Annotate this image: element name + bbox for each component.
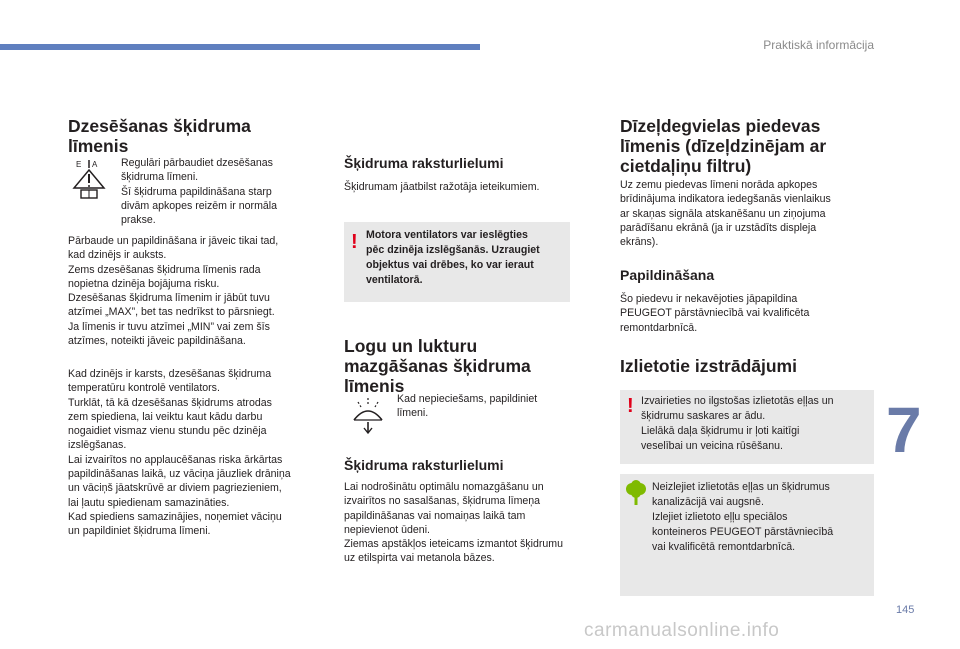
warning-icon: ! (351, 231, 358, 253)
coolant-title (68, 116, 308, 156)
coolant-level-icon (72, 158, 106, 200)
skin-contact-warning-text: Izvairieties no ilgstošas izlietotās eļļas un šķidrumu saskares ar ādu. Lielākā daļa šķidrumu ir ļoti kaitīgi veselībai un veicina rūsēšanu. (641, 395, 834, 452)
coolant-paragraph-2: Kad dzinējs ir karsts, dzesēšanas šķidruma temperatūru kontrolē ventilators. Turklāt, tā kā dzesēšanas šķidrums atrodas zem spiediena, lai veiktu kaut kādu darbu nogaidiet vismaz vienu stundu pēc dzinēja izslēgšanas. Lai izvairītos no applaucēšanas riska ārkārtas papildināšanas laikā, uz vāciņa jāuzliek drāniņa un vāciņš jāatskrūvē ar diviem pagriezieniem, lai ļautu spiedienam samazināties. Kad spiediens samazinājies, noņemiet vāciņu un papildiniet šķidruma līmeni. (68, 368, 291, 538)
washer-fluid-icon (350, 394, 386, 436)
diesel-additive-text: Uz zemu piedevas līmeni norāda apkopes brīdinājuma indikatora iedegšanās vienlaikus ar skaņas signāla atskanēšanu un ziņojuma parādīšanu ekrānā (ja ir uzstādīts displeja ekrāns). (620, 179, 831, 249)
svg-text:E: E (76, 160, 82, 169)
washer-icon-text: Kad nepieciešams, papildiniet līmeni. (397, 393, 538, 420)
washer-specs-text: Lai nodrošinātu optimālu nomazgāšanu un izvairītos no sasalšanas, šķidruma līmeņa papildināšanas vai nomaiņas laikā tam nepievienot ūdeni. Ziemas apstākļos ieteicams izmantot šķidrumu uz etilspirta vai metanola bāzes. (344, 481, 564, 565)
svg-text:A: A (92, 160, 98, 169)
used-products-heading: Izlietotie izstrādājumi (620, 356, 797, 376)
topping-up-text: Šo piedevu ir nekavējoties jāpapildina PEUGEOT pārstāvniecībā vai kvalificēta remontdarbnīcā. (620, 293, 810, 334)
chapter-number: 7 (886, 394, 922, 466)
top-accent-bar (0, 44, 480, 50)
coolant-specs-text: Šķidrumam jāatbilst ražotāja ieteikumiem. (344, 181, 540, 193)
section-label: Praktiskā informācija (763, 38, 874, 52)
washer-fluid-heading: Logu un lukturu mazgāšanas šķidruma līmenis (344, 336, 531, 396)
page-number: 145 (896, 604, 915, 616)
coolant-specs-heading: Šķidruma raksturlielumi (344, 155, 504, 171)
coolant-heading: Dzesēšanas šķidruma līmenis (68, 116, 251, 156)
warning-icon: ! (627, 395, 634, 417)
watermark: carmanualsonline.info (584, 620, 780, 641)
environment-text: Neizlejiet izlietotās eļļas un šķidrumus kanalizācijā vai augsnē. Izlejiet izlietoto eļļu speciālos konteineros PEUGEOT pārstāvniecībā vai kvalificētā remontdarbnīcā. (652, 481, 834, 553)
fan-warning-text: Motora ventilators var ieslēgties pēc dzinēja izslēgšanās. Uzraugiet objektus vai drēbes, ko var ieraut ventilatorā. (366, 229, 540, 286)
topping-up-heading: Papildināšana (620, 267, 715, 283)
diesel-additive-heading: Dīzeļdegvielas piedevas līmenis (dīzeļdzinējam ar cietdaļiņu filtru) (620, 116, 827, 176)
washer-specs-heading: Šķidruma raksturlielumi (344, 457, 504, 473)
coolant-paragraph-1: Pārbaude un papildināšana ir jāveic tikai tad, kad dzinējs ir auksts. Zems dzesēšanas šķidruma līmenis rada nopietna dzinēja bojājuma risku. Dzesēšanas šķidruma līmenim ir jābūt tuvu atzīmei „MAX”, bet tas nedrīkst to pārsniegt. Ja līmenis ir tuvu atzīmei „MIN” vai zem šīs atzīmes, noteikti jāveic papildināšana. (68, 235, 279, 348)
coolant-icon-text: Regulāri pārbaudiet dzesēšanas šķidruma līmeni. Šī šķidruma papildināšana starp divām apkopes reizēm ir normāla prakse. (121, 157, 278, 227)
tree-environment-icon (624, 480, 648, 506)
